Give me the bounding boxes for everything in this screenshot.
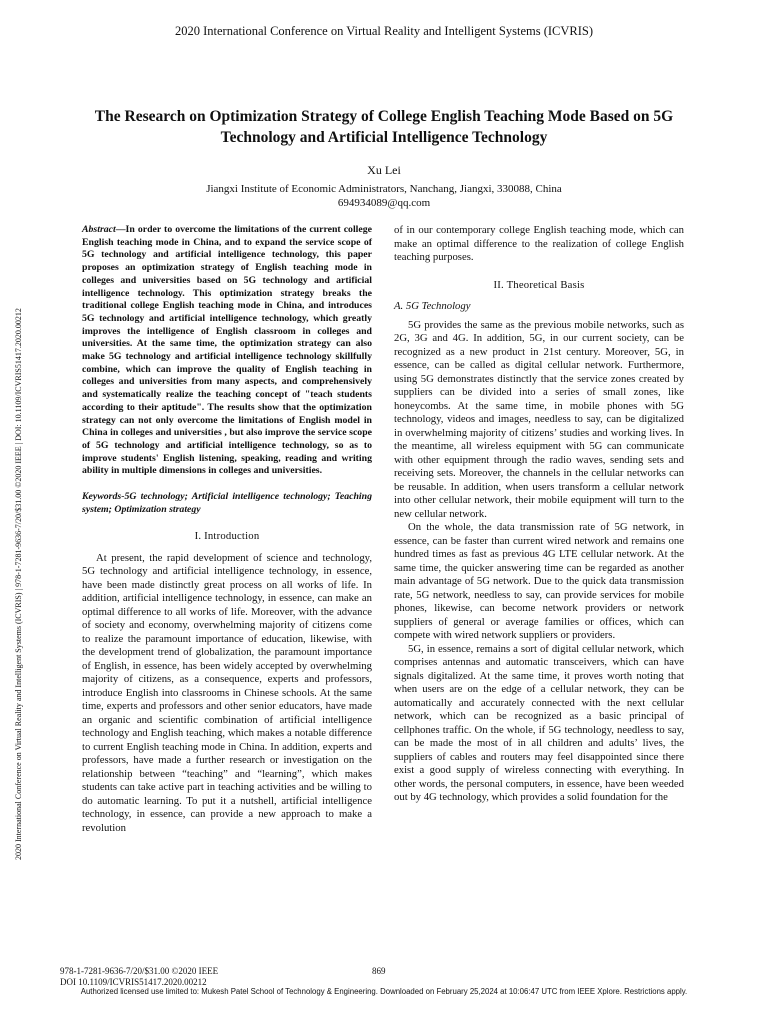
left-column [82, 224, 372, 835]
sidebar-identifier [12, 160, 26, 860]
abstract-label: Abstract [82, 224, 116, 235]
affiliation-text: Jiangxi Institute of Economic Administrators, Nanchang, Jiangxi, 330088, China [206, 183, 562, 195]
right-column [394, 224, 684, 805]
body-paragraph: 5G, in essence, remains a sort of digital cellular network, which comprises antennas and automatic transceivers, which can have signals digitalized. At the same time, it proves worth noting that when users are on the edge of a cellular network, they can be automatically and accurately connected with the next cellular network, which can be recognized as a basic principal of cellphones traffic. On the whole, if 5G technology, needless to say, can be made the most of in all children and adults’ lives, the suppliers of cables and routers may feel disappointed since there exist a good supply of wireless connecting with everything. In other words, the personal computers, in essence, have been weeded out by 4G technology, which provides a solid foundation for the [394, 642, 684, 803]
keywords: Keywords-5G technology; Artificial intelligence technology; Teaching system; Optimization strategy [82, 491, 372, 515]
author-name: Xu Lei [367, 163, 401, 177]
footer-identifiers [60, 966, 218, 988]
section-heading-introduction: I. Introduction [194, 530, 260, 543]
paper-title: The Research on Optimization Strategy of College English Teaching Mode Based on 5G Technology and Artificial Intelligence Technology [94, 108, 674, 146]
authorized-use-notice: Authorized licensed use limited to: Mukesh Patel School of Technology & Engineering. Downloaded on February 25,2024 at 10:06:47 UTC from IEEE Xplore. Restrictions apply. [80, 987, 688, 996]
page-number: 869 [372, 966, 386, 976]
subsection-heading-5g: A. 5G Technology [394, 300, 471, 312]
continuation-paragraph: of in our contemporary college English teaching mode, which can make an optimal difference to the realization of college English teaching purposes. [394, 224, 684, 263]
author-email[interactable]: 694934089@qq.com [337, 197, 431, 209]
introduction-paragraph: At present, the rapid development of science and technology, 5G technology and artificial intelligence technology, in essence, have been made distinctly great process on all works of life. In addition, artificial intelligence technology, in essence, can make an optimal difference to all works of life. Moreover, with the advance of society and economy, overwhelming majority of citizens come to realize the paramount importance of education, likewise, with the development trend of globalization, the paramount importance of English, in essence, has been widely accepted by overwhelming majority of citizens, as a consequence, experts and professors, introduce English into classrooms in Chinese schools. At the same time, experts and professors and other senior educators, have made an organic and scientific combination of artificial intelligence technology and English teaching, which makes a notable difference to current English teaching mode in China. In addition, experts and professors, have made a further research or investigation on the relationship between “teaching” and “learning”, which makes students can take active part in teaching activities and be willing to do automatic learning. To put it a nutshell, artificial intelligence technology, in essence, can provide a new approach to make a revolution [82, 551, 372, 834]
body-paragraph: 5G provides the same as the previous mobile networks, such as 2G, 3G and 4G. In addition, 5G, in our current society, can be recognized as a new product in 21st century. Moreover, 5G, in essence, can be called as digital cellular network. Furthermore, using 5G demonstrates distinctly that the service zones created by suppliers can be divided into a series of small zones, like honeycombs. At the same time, in mobile phones with 5G technology, videos and images, needless to say, can be digitalized in overwhelming majority of citizens’ studies and working lives. In the meantime, all wireless equipment with 5G can communicate with other equipment through the radio waves, sending sets and receiving sets. Moreover, the channels in the cellular networks can be reusable. In addition, when users transform a cellular network into other cellular network, their mobile equipment will turn to the new cellular network. [394, 318, 684, 520]
section-heading-theoretical-basis: II. Theoretical Basis [493, 278, 585, 291]
footer-isbn: 978-1-7281-9636-7/20/$31.00 ©2020 IEEE [60, 966, 219, 976]
body-paragraph: On the whole, the data transmission rate of 5G network, in essence, can be faster than current wired network and remains one hundred times as fast as previous 4G LTE cellular network. At the same time, the quicker answering time can be regarded as another main advantage of 5G network. Due to the quick data transmission rate, 5G network, needless to say, can provide services for mobile phones, likewise, can become network providers or network suppliers of general or average families or offices, which can compete with wired network suppliers or providers. [394, 521, 684, 641]
abstract [82, 224, 372, 478]
sidebar-text: 2020 International Conference on Virtual Reality and Intelligent Systems (ICVRIS) | 978-1-7281-9636-7/20/$31.00 ©2020 IEEE | DOI: 10.1109/ICVRIS51417.2020.00212 [14, 308, 23, 860]
conference-header: 2020 International Conference on Virtual Reality and Intelligent Systems (ICVRIS) [174, 24, 594, 38]
footer-doi: DOI 10.1109/ICVRIS51417.2020.00212 [60, 977, 207, 987]
author-affiliation [0, 182, 768, 210]
abstract-text: —In order to overcome the limitations of the current college English teaching mode in China, and to expand the service scope of 5G technology and artificial intelligence technology, this paper proposes an optimization strategy of English teaching mode in colleges and universities based on 5G technology and artificial intelligence technology. This optimization strategy breaks the traditional college English teaching mode in China, and introduces 5G technology and artificial intelligence technology, which greatly improves the intelligence of English classroom in colleges and universities. At the same time, the optimization strategy can also make 5G technology and artificial intelligence technology skillfully combine, which can improve the quality of English teaching in colleges and universities from many aspects, and comprehensively and systematically realize the teaching concept of "teach students according to their aptitude". The results show that the optimization strategy can not only overcome the limitations of English model in China in colleges and universities , but also improve the service scope of 5G technology and artificial intelligence technology, so as to improve students' English listening, speaking, reading and writing ability in multiple dimensions in colleges and universities. [82, 224, 372, 477]
